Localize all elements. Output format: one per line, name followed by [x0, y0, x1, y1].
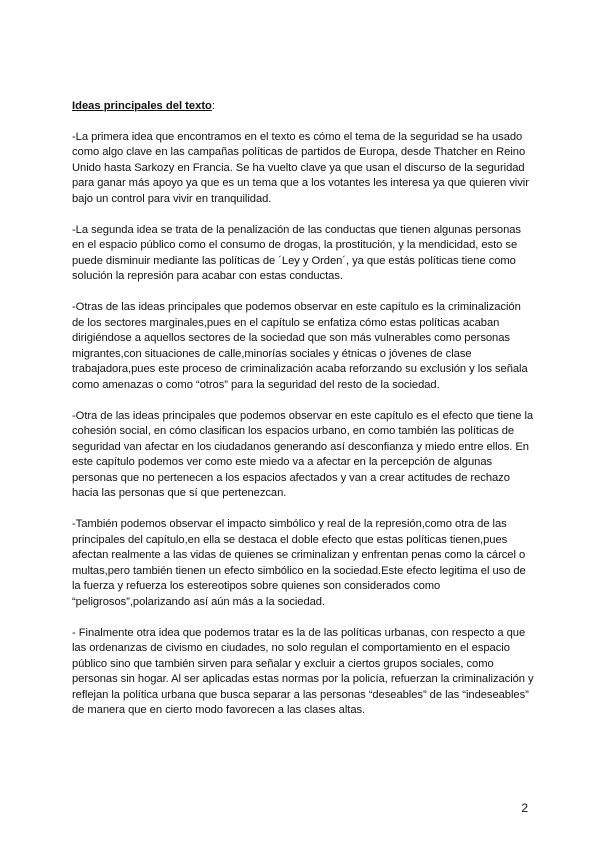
paragraph-2: -La segunda idea se trata de la penalización de las conductas que tienen algunas personas en el espacio público como el consumo de drogas, la prostitución, y la mendicidad, esto se puede disminuir mediante las políticas de ´Ley y Orden´, ya que estás políticas tiene como solución la represión para acabar con estas conductas. [72, 223, 521, 282]
paragraph-4: -Otra de las ideas principales que podemos observar en este capítulo es el efecto que tiene la cohesión social, en cómo clasifican los espacios urbano, en como también las políticas de seguridad van afectar en los ciudadanos generando así desconfianza y miedo entre ellos. En este capítulo podemos ver como este miedo va a afectar en la percepción de algunas personas que no pertenecen a los espacios afectados y van a crear actitudes de rechazo hacia las personas que sí que pertenezcan. [72, 409, 534, 499]
document-body [72, 99, 534, 734]
section-heading-title: Ideas principales del texto [72, 100, 212, 112]
paragraph-1: -La primera idea que encontramos en el texto es cómo el tema de la seguridad se ha usado como algo clave en las campañas políticas de partidos de Europa, desde Thatcher en Reino Unido hasta Sarkozy en Francia. Se ha vuelto clave ya que usan el discurso de la seguridad para ganar más apoyo ya que es un tema que a los votantes les interesa ya que quieren vivir bajo un control para vivir en tranquilidad. [72, 130, 529, 205]
section-heading-colon: : [211, 100, 216, 112]
page-number: 2 [521, 801, 528, 815]
paragraph-5: -También podemos observar el impacto simbólico y real de la represión,como otra de las principales del capítulo,en ella se destaca el doble efecto que estas políticas tienen,pues afectan realmente a las vidas de quienes se criminalizan y enfrentan penas como la cárcel o multas,pero también tienen un efecto simbólico en la sociedad.Este efecto legitima el uso de la fuerza y refuerza los estereotipos sobre quienes son considerados como “peligrosos”,polarizando así aún más a la sociedad. [72, 518, 526, 608]
paragraph-3: -Otras de las ideas principales que podemos observar en este capítulo es la criminalización de los sectores marginales,pues en el capítulo se enfatiza cómo estas políticas acaban dirigiéndose a aquellos sectores de la sociedad que son más vulnerables como personas migrantes,con situaciones de calle,minorías sociales y étnicas o jóvenes de clase trabajadora,pues este proceso de criminalización acaba reforzando su exclusión y los señala como amenazas o como “otros” para la seguridad del resto de la sociedad. [72, 301, 528, 391]
paragraph-6: - Finalmente otra idea que podemos tratar es la de las políticas urbanas, con respecto a que las ordenanzas de civismo en ciudades, no solo regulan el comportamiento en el espacio público sino que también sirven para señalar y excluir a ciertos grupos sociales, como personas sin hogar. Al ser aplicadas estas normas por la policía, refuerzan la criminalización y reflejan la política urbana que busca separar a las personas “deseables” de las “indeseables” de manera que en cierto modo favorecen a las clases altas. [72, 626, 534, 716]
section-heading [72, 99, 534, 115]
